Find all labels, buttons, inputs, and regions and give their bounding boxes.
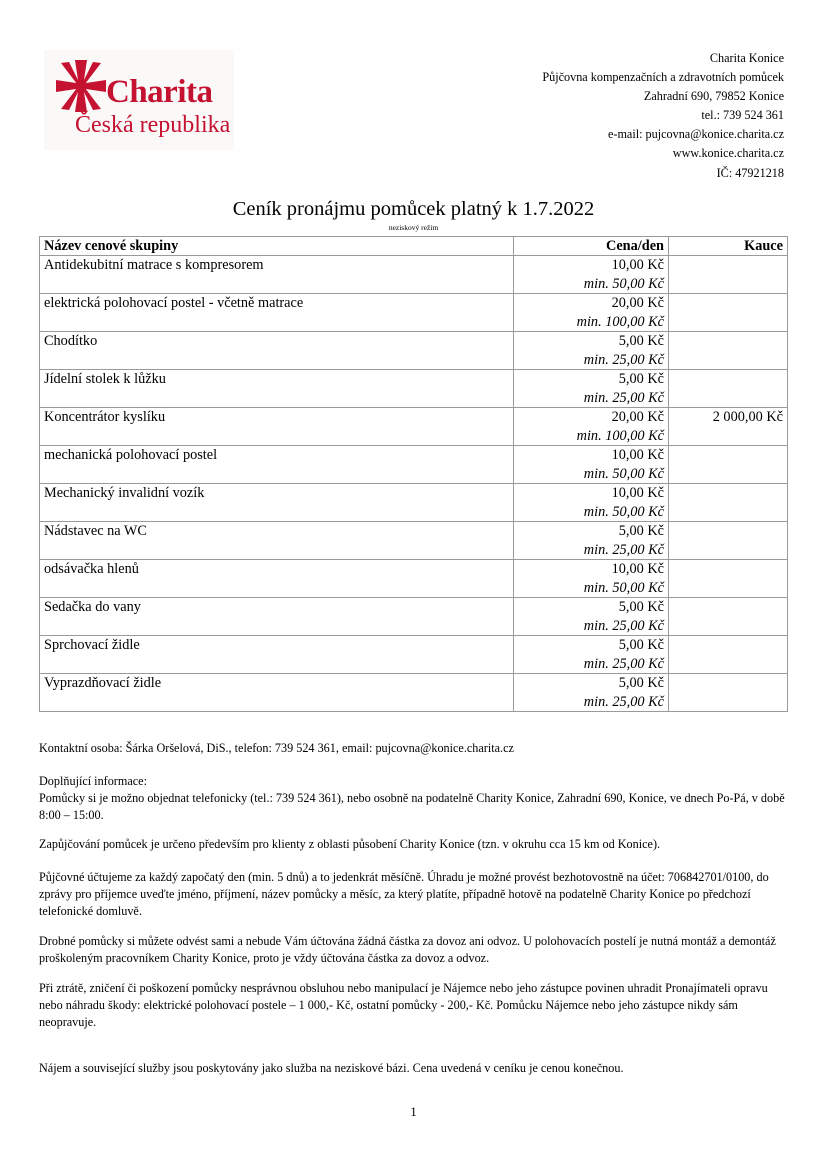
min-price: min. 100,00 Kč <box>576 427 664 444</box>
price-per-day: 10,00 Kč <box>611 257 664 273</box>
email: e-mail: pujcovna@konice.charita.cz <box>607 127 784 142</box>
price-per-day: 5,00 Kč <box>618 523 664 539</box>
item-price <box>514 294 669 332</box>
price-per-day: 5,00 Kč <box>618 637 664 653</box>
item-deposit <box>669 332 788 370</box>
item-deposit <box>669 560 788 598</box>
contact-line: Kontaktní osoba: Šárka Oršelová, DiS., telefon: 739 524 361, email: pujcovna@konice.charita.cz <box>39 741 514 755</box>
item-price <box>514 408 669 446</box>
item-price <box>514 484 669 522</box>
item-price <box>514 598 669 636</box>
table-header-row <box>40 237 788 256</box>
item-name: Sedačka do vany <box>40 598 514 636</box>
website: www.konice.charita.cz <box>672 146 784 161</box>
item-price <box>514 446 669 484</box>
info-paragraph-delivery: Drobné pomůcky si můžete odvést sami a nebude Vám účtována žádná částka za dovoz ani odvoz. U polohovacích postelí je nutná montáž a demontáž proškoleným pracovníkem Charity Konice, proto je vždy účtována částka za dovoz a odvoz. <box>39 934 776 965</box>
header-deposit: Kauce <box>669 237 788 256</box>
item-deposit <box>669 522 788 560</box>
table-row <box>40 294 788 332</box>
info-heading: Doplňující informace: <box>39 774 147 788</box>
min-price: min. 25,00 Kč <box>583 541 664 558</box>
table-row <box>40 636 788 674</box>
min-price: min. 25,00 Kč <box>583 655 664 672</box>
item-name: Koncentrátor kyslíku <box>40 408 514 446</box>
table-row <box>40 370 788 408</box>
table-row <box>40 484 788 522</box>
item-name: Mechanický invalidní vozík <box>40 484 514 522</box>
min-price: min. 100,00 Kč <box>576 313 664 330</box>
price-per-day: 10,00 Kč <box>611 485 664 501</box>
header-name: Název cenové skupiny <box>40 237 514 256</box>
table-row <box>40 332 788 370</box>
info-paragraph-payment: Půjčovné účtujeme za každý započatý den (min. 5 dnů) a to jedenkrát měsíčně. Úhradu je možné provést bezhotovostně na účet: 706842701/0100, do zprávy pro příjemce uveďte jméno, příjmení, název pomůcky a měsíc, za který platíte, případně hotově na podatelně Charity Konice po předchozí telefonické domluvě. <box>39 870 769 918</box>
item-name: Antidekubitní matrace s kompresorem <box>40 256 514 294</box>
org-name: Charita Konice <box>709 51 784 65</box>
item-price <box>514 636 669 674</box>
dept-name: Půjčovna kompenzačních a zdravotních pomůcek <box>542 70 784 85</box>
item-deposit <box>669 636 788 674</box>
item-name: Chodítko <box>40 332 514 370</box>
charita-cross-icon <box>56 60 106 112</box>
item-name: Jídelní stolek k lůžku <box>40 370 514 408</box>
page-subtitle: neziskový režim <box>388 223 439 232</box>
min-price: min. 25,00 Kč <box>583 693 664 710</box>
item-deposit <box>669 674 788 712</box>
price-per-day: 10,00 Kč <box>611 561 664 577</box>
info-paragraph-nonprofit: Nájem a související služby jsou poskytovány jako služba na neziskové bázi. Cena uvedená v ceníku je cenou konečnou. <box>39 1061 624 1075</box>
item-price <box>514 522 669 560</box>
item-price <box>514 256 669 294</box>
price-per-day: 5,00 Kč <box>618 599 664 615</box>
item-price <box>514 332 669 370</box>
page-number: 1 <box>410 1104 417 1119</box>
header-price: Cena/den <box>514 237 669 256</box>
page-title: Ceník pronájmu pomůcek platný k 1.7.2022 <box>232 198 595 220</box>
info-paragraph-area: Zapůjčování pomůcek je určeno především pro klienty z oblasti působení Charity Konice (tzn. v okruhu cca 15 km od Konice). <box>39 837 661 851</box>
table-row <box>40 598 788 636</box>
price-per-day: 5,00 Kč <box>618 675 664 691</box>
min-price: min. 25,00 Kč <box>583 351 664 368</box>
charita-logo <box>44 50 234 150</box>
item-name: Nádstavec na WC <box>40 522 514 560</box>
item-name: elektrická polohovací postel - včetně matrace <box>40 294 514 332</box>
item-deposit <box>669 446 788 484</box>
item-deposit <box>669 598 788 636</box>
min-price: min. 25,00 Kč <box>583 617 664 634</box>
table-row <box>40 446 788 484</box>
item-deposit: 2 000,00 Kč <box>669 408 788 446</box>
info-paragraph-damage: Při ztrátě, zničení či poškození pomůcky nesprávnou obsluhou nebo manipulací je Nájemce nebo jeho zástupce povinen uhradit Pronajímateli opravu nebo náhradu škody: elektrické polohovací postele – 1 000,- Kč, ostatní pomůcky - 200,- Kč. Pomůcku Nájemce nebo jeho zástupce nikdy sám neopravuje. <box>39 981 768 1029</box>
item-price <box>514 560 669 598</box>
item-deposit <box>669 256 788 294</box>
info-paragraph-order: Pomůcky si je možno objednat telefonicky (tel.: 739 524 361), nebo osobně na podatelně Charity Konice, Zahradní 690, Konice, ve dnech Po-Pá, v době 8:00 – 15:00. <box>39 791 785 822</box>
table-row <box>40 560 788 598</box>
address-block <box>542 49 784 183</box>
item-name: mechanická polohovací postel <box>40 446 514 484</box>
min-price: min. 50,00 Kč <box>583 275 664 292</box>
table-row <box>40 408 788 446</box>
item-deposit <box>669 370 788 408</box>
min-price: min. 50,00 Kč <box>583 465 664 482</box>
phone: tel.: 739 524 361 <box>701 108 784 123</box>
min-price: min. 25,00 Kč <box>583 389 664 406</box>
price-per-day: 10,00 Kč <box>611 447 664 463</box>
item-name: Vyprazdňovací židle <box>40 674 514 712</box>
price-table <box>39 236 788 712</box>
item-deposit <box>669 484 788 522</box>
item-name: odsávačka hlenů <box>40 560 514 598</box>
price-per-day: 5,00 Kč <box>618 371 664 387</box>
table-row <box>40 522 788 560</box>
company-id: IČ: 47921218 <box>716 165 784 180</box>
street-address: Zahradní 690, 79852 Konice <box>643 89 784 104</box>
logo-charita-text: Charita <box>106 74 213 110</box>
item-price <box>514 674 669 712</box>
item-deposit <box>669 294 788 332</box>
table-row <box>40 674 788 712</box>
min-price: min. 50,00 Kč <box>583 579 664 596</box>
item-price <box>514 370 669 408</box>
price-per-day: 20,00 Kč <box>611 409 664 425</box>
min-price: min. 50,00 Kč <box>583 503 664 520</box>
price-per-day: 5,00 Kč <box>618 333 664 349</box>
logo-country-text: Česká republika <box>75 112 231 138</box>
item-name: Sprchovací židle <box>40 636 514 674</box>
table-row <box>40 256 788 294</box>
price-per-day: 20,00 Kč <box>611 295 664 311</box>
